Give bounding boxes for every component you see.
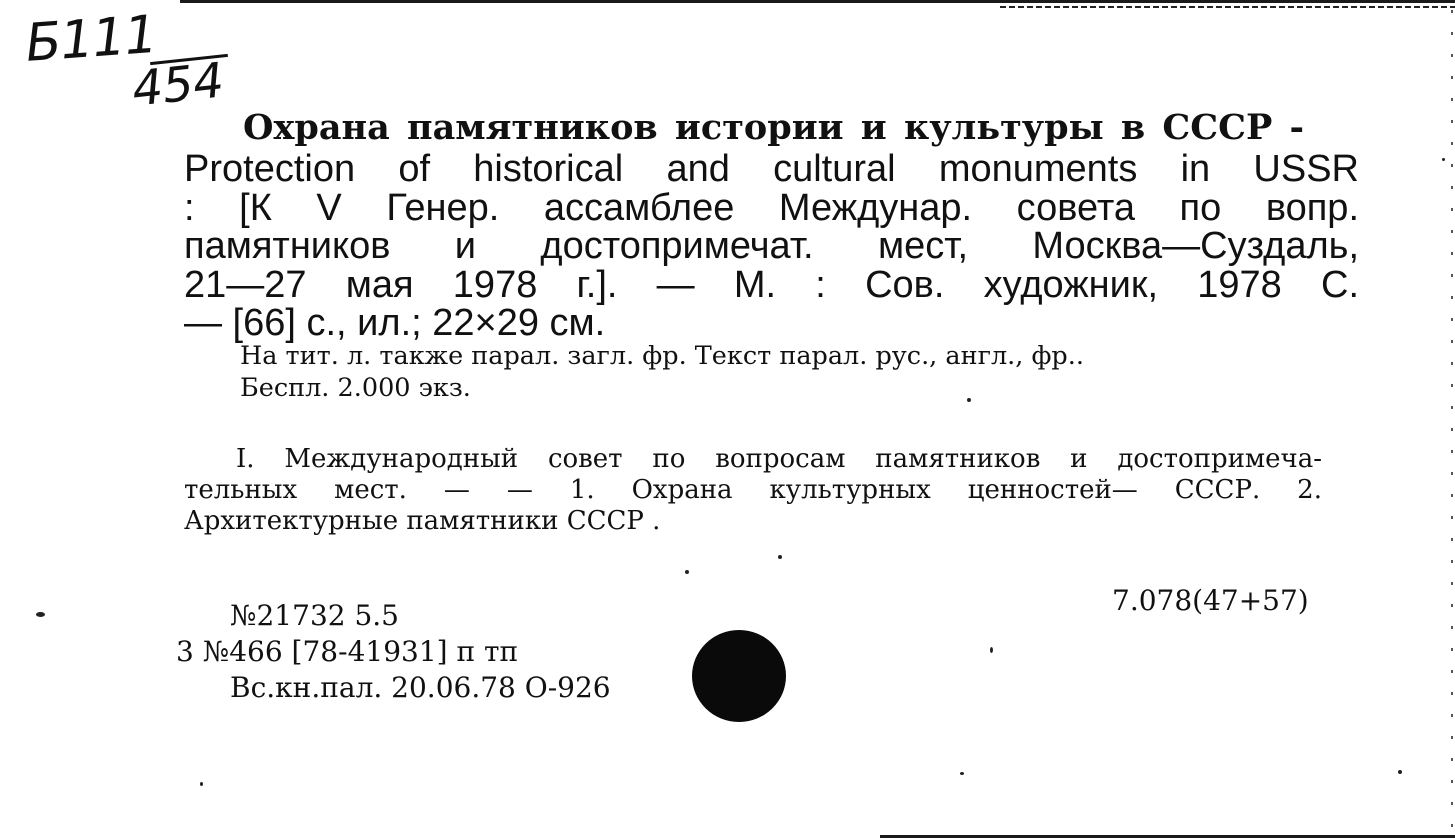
ink-speck [1398,770,1402,774]
classification-code: 7.078(47+57) [1112,584,1309,617]
punch-hole [692,630,786,722]
ink-speck [778,555,782,559]
description-line: Protection of historical and cultural monuments in USSR [184,148,1359,190]
ink-speck [990,647,993,653]
card-top-border [180,0,1455,3]
ink-speck [960,772,964,775]
ink-speck [1442,158,1445,161]
ink-speck [685,570,689,574]
ink-speck [967,398,971,402]
shelfmark-bottom: 454 [129,52,227,118]
card-top-border-dashes [1000,6,1455,8]
entry-title: Охрана памятников истории и культуры в СССР - [243,107,1305,148]
shelfmark-top: Б111 [23,4,159,74]
ink-speck [36,612,45,617]
description-line: : [К V Генер. ассамблее Междунар. совета по вопр. [184,186,1359,229]
description-line: памятников и достопримечат. мест, Москва—Суздаль, [184,225,1359,267]
pub-info-line: Вс.кн.пал. 20.06.78 О-926 [230,671,611,704]
note-line: На тит. л. также парал. загл. фр. Текст парал. рус., англ., фр.. [240,341,1084,371]
ink-speck [200,782,203,786]
pub-info-line: №21732 5.5 [230,599,399,632]
tracing-line: тельных мест. — — 1. Охрана культурных ценностей— СССР. 2. [184,475,1322,505]
entry-tracings [184,444,1322,537]
publication-info [176,598,611,706]
pub-info-line: 3 №466 [78-41931] п тп [176,635,519,668]
entry-notes [240,340,1358,404]
card-right-edge [1451,10,1453,830]
description-line: — [66] с., ил.; 22×29 см. [184,302,606,344]
description-line: 21—27 мая 1978 г.]. — М. : Сов. художник, 1978 С. [184,263,1359,306]
tracing-line: I. Международный совет по вопросам памятников и достопримеча- [236,444,1322,474]
tracing-line: Архитектурные памятники СССР . [184,506,661,536]
entry-description [184,150,1359,343]
note-line: Беспл. 2.000 экз. [240,373,471,403]
